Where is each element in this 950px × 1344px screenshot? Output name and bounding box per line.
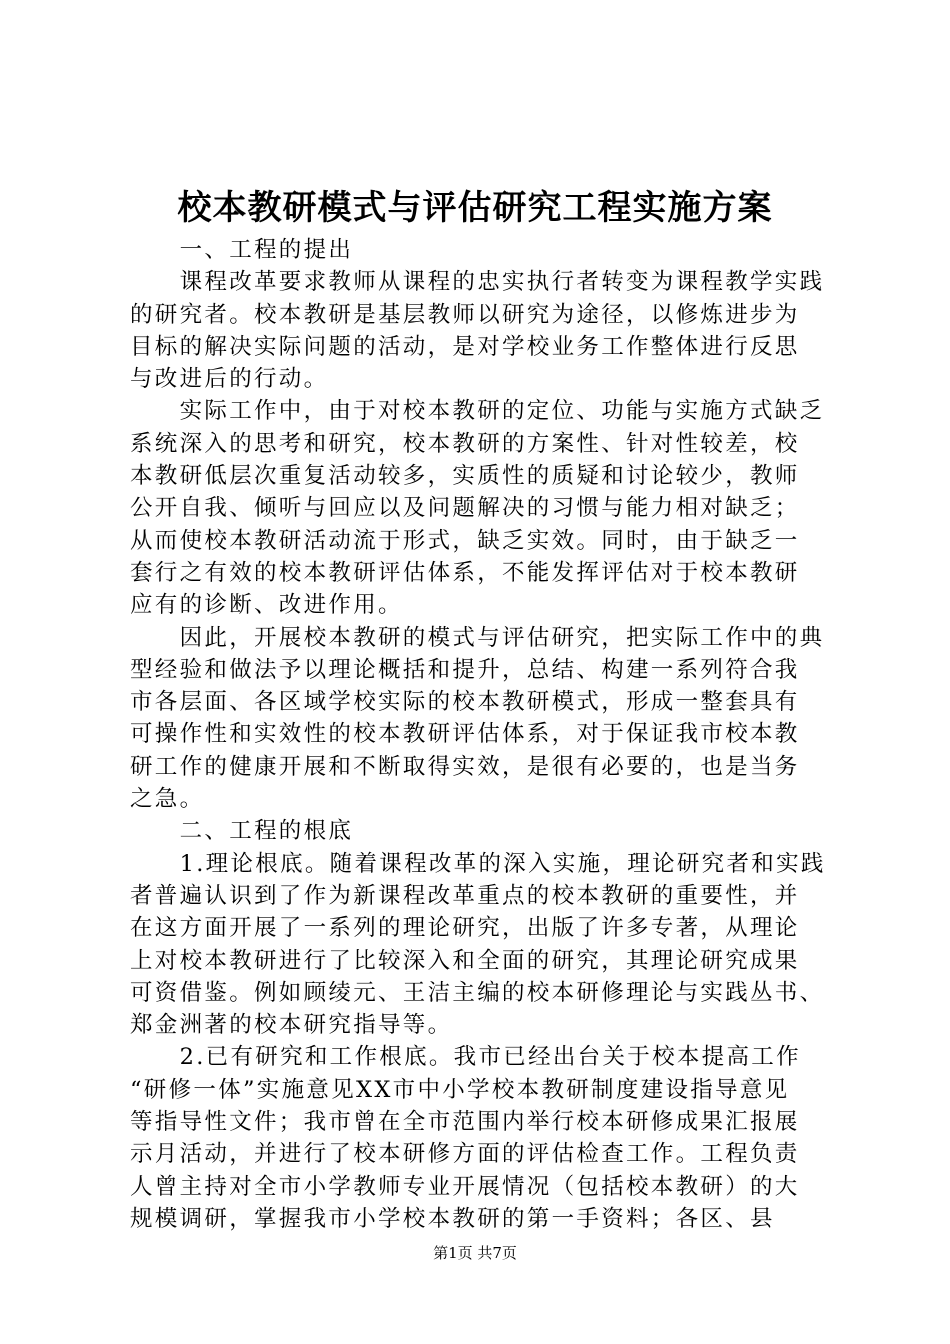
text-line: 应有的诊断、改进作用。 bbox=[130, 592, 403, 619]
text-line: 因此，开展校本教研的模式与评估研究，把实际工作中的典 bbox=[130, 624, 825, 651]
text-line: 可操作性和实效性的校本教研评估体系，对于保证我市校本教 bbox=[130, 721, 800, 748]
text-line: 在这方面开展了一系列的理论研究，出版了许多专著，从理论 bbox=[130, 915, 800, 942]
text-line: 2.已有研究和工作根底。我市已经出台关于校本提高工作 bbox=[130, 1044, 801, 1071]
text-line: 1.理论根底。随着课程改革的深入实施，理论研究者和实践 bbox=[130, 850, 826, 877]
text-line: 人曾主持对全市小学教师专业开展情况（包括校本教研）的大 bbox=[130, 1173, 800, 1200]
text-line: 郑金洲著的校本研究指导等。 bbox=[130, 1012, 453, 1039]
text-line: 系统深入的思考和研究，校本教研的方案性、针对性较差，校 bbox=[130, 430, 800, 457]
text-line: “研修一体”实施意见XX市中小学校本教研制度建设指导意见 bbox=[130, 1076, 790, 1103]
text-line: 公开自我、倾听与回应以及问题解决的习惯与能力相对缺乏； bbox=[130, 495, 800, 522]
page-number-footer: 第1页 共7页 bbox=[433, 1244, 517, 1262]
text-line: 之急。 bbox=[130, 786, 205, 813]
document-body bbox=[130, 234, 830, 1235]
text-line: 规模调研，掌握我市小学校本教研的第一手资料；各区、县 bbox=[130, 1205, 775, 1232]
text-line: 研工作的健康开展和不断取得实效，是很有必要的，也是当务 bbox=[130, 753, 800, 780]
text-line: 套行之有效的校本教研评估体系，不能发挥评估对于校本教研 bbox=[130, 559, 800, 586]
text-line: 实际工作中，由于对校本教研的定位、功能与实施方式缺乏 bbox=[130, 398, 825, 425]
text-line: 与改进后的行动。 bbox=[130, 366, 329, 393]
text-line: 一、工程的提出 bbox=[130, 237, 354, 263]
text-line: 本教研低层次重复活动较多，实质性的质疑和讨论较少，教师 bbox=[130, 463, 800, 490]
text-line: 型经验和做法予以理论概括和提升，总结、构建一系列符合我 bbox=[130, 656, 800, 683]
text-line: 从而使校本教研活动流于形式，缺乏实效。同时，由于缺乏一 bbox=[130, 527, 800, 554]
text-line: 市各层面、各区域学校实际的校本教研模式，形成一整套具有 bbox=[130, 689, 800, 716]
text-line: 可资借鉴。例如顾绫元、王洁主编的校本研修理论与实践丛书、 bbox=[130, 979, 825, 1006]
text-line: 上对校本教研进行了比较深入和全面的研究，其理论研究成果 bbox=[130, 947, 800, 974]
text-line: 的研究者。校本教研是基层教师以研究为途径，以修炼进步为 bbox=[130, 301, 800, 328]
text-line: 等指导性文件；我市曾在全市范围内举行校本研修成果汇报展 bbox=[130, 1109, 800, 1136]
text-line: 二、工程的根底 bbox=[130, 818, 354, 845]
document-title: 校本教研模式与评估研究工程实施方案 bbox=[177, 188, 773, 228]
text-line: 目标的解决实际问题的活动，是对学校业务工作整体进行反思 bbox=[130, 333, 800, 360]
text-line: 课程改革要求教师从课程的忠实执行者转变为课程教学实践 bbox=[130, 269, 825, 296]
text-line: 示月活动，并进行了校本研修方面的评估检查工作。工程负责 bbox=[130, 1141, 800, 1168]
text-line: 者普遍认识到了作为新课程改革重点的校本教研的重要性，并 bbox=[130, 882, 800, 909]
